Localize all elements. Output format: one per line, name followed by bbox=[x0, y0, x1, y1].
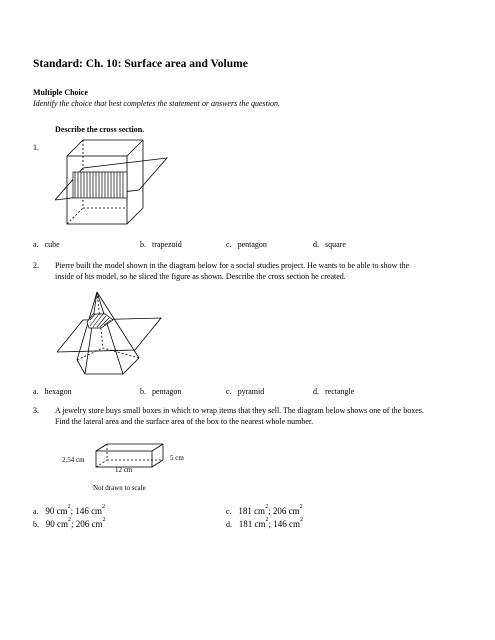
q3-dim-width: 5 cm bbox=[170, 454, 184, 462]
q2-number: 2. bbox=[33, 261, 39, 270]
choice-letter: c. bbox=[226, 240, 232, 249]
q3-number: 3. bbox=[33, 406, 39, 415]
choice-text: square bbox=[325, 240, 346, 249]
q1-cube-figure bbox=[55, 138, 170, 235]
choice-value1: 181 cm bbox=[238, 519, 266, 529]
choice-value2: ; 146 cm bbox=[268, 519, 300, 529]
q1-prompt: Describe the cross section. bbox=[55, 125, 145, 134]
q2-choice-a[interactable] bbox=[33, 387, 72, 396]
q1-number: 1. bbox=[33, 143, 39, 152]
choice-value1: 90 cm bbox=[45, 506, 68, 516]
q3-dim-height: 2.54 cm bbox=[62, 456, 85, 464]
q1-choice-a[interactable] bbox=[33, 240, 60, 249]
choice-text: hexagon bbox=[44, 387, 72, 396]
q3-choice-d[interactable] bbox=[226, 519, 303, 529]
q1-choice-d[interactable] bbox=[313, 240, 346, 249]
choice-text: trapezoid bbox=[152, 240, 182, 249]
choice-letter: a. bbox=[33, 240, 39, 249]
choice-value2: ; 146 cm bbox=[70, 506, 103, 516]
exponent: 2 bbox=[102, 517, 106, 523]
choice-letter: a. bbox=[33, 507, 39, 516]
q1-choice-b[interactable] bbox=[140, 240, 182, 249]
q2-choice-b[interactable] bbox=[140, 387, 181, 396]
q2-text-line1: Pierre built the model shown in the diagram below for a social studies project. He wants to be able to show the bbox=[55, 261, 410, 270]
section-heading: Multiple Choice bbox=[33, 88, 88, 97]
section-instructions: Identify the choice that best completes the statement or answers the question. bbox=[33, 99, 281, 108]
exponent: 2 bbox=[102, 504, 106, 510]
q3-text-line2: Find the lateral area and the surface area of the box to the nearest whole number. bbox=[55, 417, 314, 426]
q1-choice-c[interactable] bbox=[226, 240, 267, 249]
q3-choice-a[interactable] bbox=[33, 506, 105, 516]
q3-text-line1: A jewelry store buys small boxes in which to wrap items that they sell. The diagram below shows one of the boxes. bbox=[55, 406, 424, 415]
choice-text: rectangle bbox=[325, 387, 355, 396]
q2-pyramid-figure bbox=[57, 290, 167, 380]
choice-letter: c. bbox=[226, 507, 232, 516]
choice-text: pentagon bbox=[152, 387, 182, 396]
q3-choice-b[interactable] bbox=[33, 519, 106, 529]
q3-dim-length: 12 cm bbox=[115, 466, 133, 474]
choice-value2: ; 206 cm bbox=[268, 506, 300, 516]
choice-value1: 181 cm bbox=[238, 506, 266, 516]
exponent: 2 bbox=[300, 517, 303, 523]
choice-letter: d. bbox=[226, 520, 232, 529]
q2-choice-d[interactable] bbox=[313, 387, 354, 396]
q3-note: Not drawn to scale bbox=[93, 484, 146, 492]
choice-letter: a. bbox=[33, 387, 39, 396]
q3-choice-c[interactable] bbox=[226, 506, 303, 516]
choice-text: cube bbox=[44, 240, 60, 249]
choice-letter: b. bbox=[33, 520, 39, 529]
exponent: 2 bbox=[299, 504, 303, 510]
choice-letter: c. bbox=[226, 387, 232, 396]
exponent: 2 bbox=[265, 517, 269, 523]
choice-value2: ; 206 cm bbox=[71, 519, 103, 529]
exponent: 2 bbox=[265, 504, 269, 510]
choice-value1: 90 cm bbox=[45, 519, 68, 529]
exponent: 2 bbox=[67, 504, 71, 510]
choice-letter: d. bbox=[313, 240, 319, 249]
choice-letter: b. bbox=[140, 387, 146, 396]
choice-text: pentagon bbox=[237, 240, 267, 249]
page-title: Standard: Ch. 10: Surface area and Volume bbox=[33, 58, 248, 70]
choice-letter: d. bbox=[313, 387, 319, 396]
exponent: 2 bbox=[68, 517, 71, 523]
choice-text: pyramid bbox=[237, 387, 265, 396]
choice-letter: b. bbox=[140, 240, 146, 249]
q2-choice-c[interactable] bbox=[226, 387, 264, 396]
q2-text-line2: inside of his model, so he sliced the figure as shown. Describe the cross section he created. bbox=[55, 272, 346, 281]
